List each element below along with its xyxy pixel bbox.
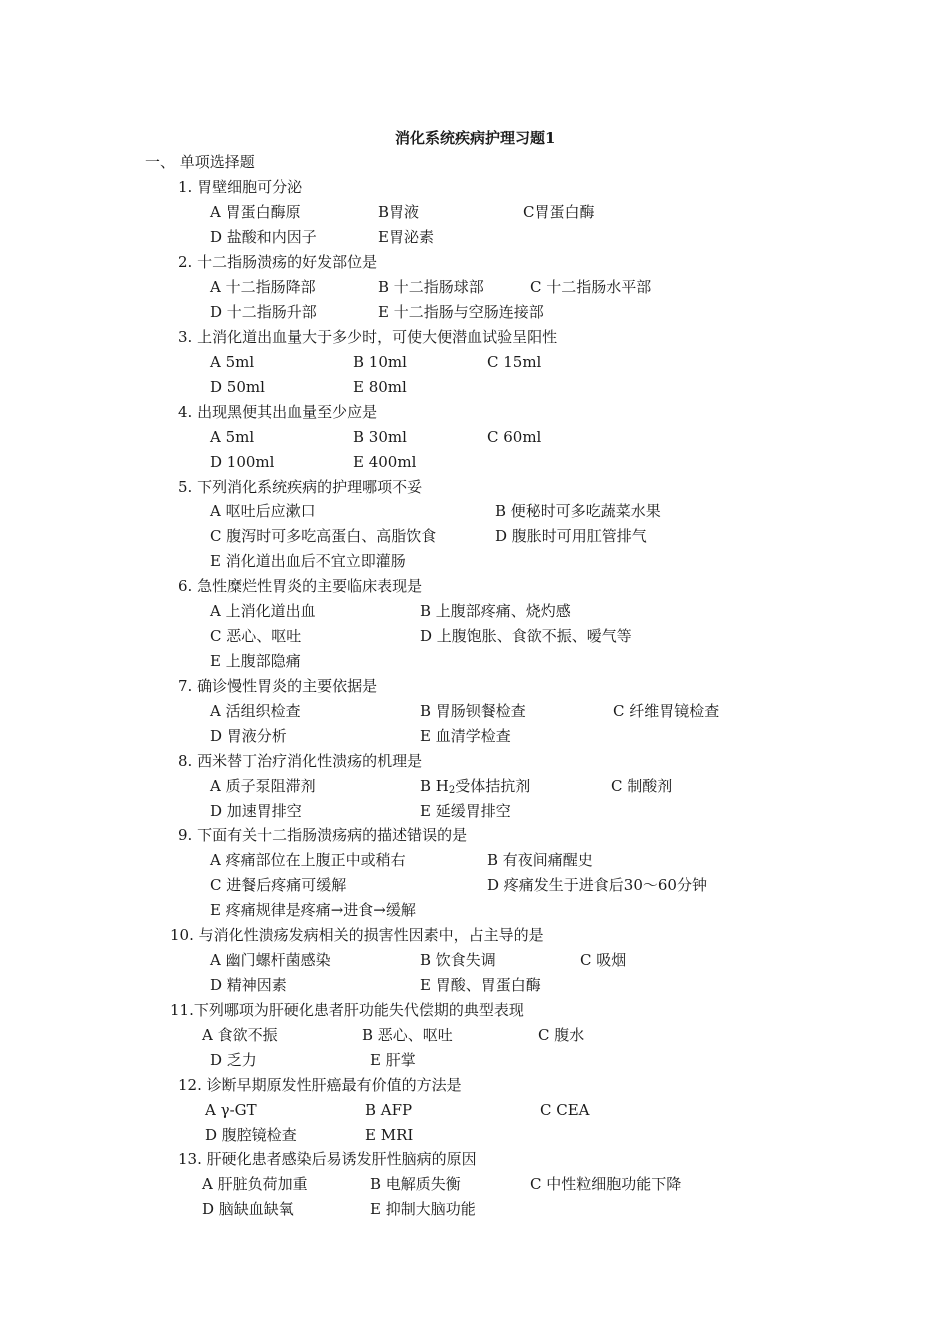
option-a: A 食欲不振 xyxy=(202,1026,278,1044)
option-c: C 制酸剂 xyxy=(611,777,673,795)
option-a: A 幽门螺杆菌感染 xyxy=(210,951,331,969)
option-c: C胃蛋白酶 xyxy=(523,203,595,221)
option-b: B 上腹部疼痛、烧灼感 xyxy=(420,602,571,620)
option-c: C 吸烟 xyxy=(580,951,627,969)
option-a: A 活组织检查 xyxy=(210,702,301,720)
option-c: C 恶心、呕吐 xyxy=(210,627,302,645)
option-e: E 肝掌 xyxy=(370,1051,416,1069)
option-b: B 十二指肠球部 xyxy=(378,278,484,296)
option-c: C CEA xyxy=(540,1101,590,1119)
question-stem: 12. 诊断早期原发性肝癌最有价值的方法是 xyxy=(178,1076,462,1094)
option-d: D 精神因素 xyxy=(210,976,287,994)
question-stem: 1. 胃壁细胞可分泌 xyxy=(178,178,303,196)
option-d: D 加速胃排空 xyxy=(210,802,302,820)
option-e: E 延缓胃排空 xyxy=(420,802,511,820)
option-d: D 腹腔镜检查 xyxy=(205,1126,297,1144)
question-stem: 7. 确诊慢性胃炎的主要依据是 xyxy=(178,677,378,695)
question-stem: 5. 下列消化系统疾病的护理哪项不妥 xyxy=(178,478,423,496)
option-e: E 疼痛规律是疼痛→进食→缓解 xyxy=(210,901,416,919)
option-e: E 血清学检查 xyxy=(420,727,511,745)
option-d: D 十二指肠升部 xyxy=(210,303,317,321)
page-title: 消化系统疾病护理习题1 xyxy=(395,129,556,147)
option-c: C 60ml xyxy=(487,428,542,446)
option-d: D 胃液分析 xyxy=(210,727,287,745)
option-a: A 疼痛部位在上腹正中或稍右 xyxy=(210,851,406,869)
option-b-prefix: B H xyxy=(420,777,449,795)
subscript: 2 xyxy=(448,785,456,796)
option-a: A 上消化道出血 xyxy=(210,602,316,620)
option-e: E 80ml xyxy=(353,378,407,396)
option-d: D 乏力 xyxy=(210,1051,257,1069)
question-stem: 2. 十二指肠溃疡的好发部位是 xyxy=(178,253,378,271)
option-d: D 上腹饱胀、食欲不振、嗳气等 xyxy=(420,627,632,645)
option-c: C 腹水 xyxy=(538,1026,585,1044)
option-d: D 疼痛发生于进食后30～60分钟 xyxy=(487,876,707,894)
option-e: E MRI xyxy=(365,1126,414,1144)
option-a: A 5ml xyxy=(210,353,255,371)
question-stem: 10. 与消化性溃疡发病相关的损害性因素中，占主导的是 xyxy=(170,926,544,944)
option-a: A 胃蛋白酶原 xyxy=(210,203,301,221)
option-a: A 5ml xyxy=(210,428,255,446)
option-e: E胃泌素 xyxy=(378,228,434,246)
option-e: E 十二指肠与空肠连接部 xyxy=(378,303,544,321)
question-stem: 3. 上消化道出血量大于多少时，可使大便潜血试验呈阳性 xyxy=(178,328,558,346)
question-stem: 8. 西米替丁治疗消化性溃疡的机理是 xyxy=(178,752,423,770)
option-b: B 电解质失衡 xyxy=(370,1175,461,1193)
option-c: C 十二指肠水平部 xyxy=(530,278,652,296)
option-e: E 400ml xyxy=(353,453,417,471)
question-stem: 13. 肝硬化患者感染后易诱发肝性脑病的原因 xyxy=(178,1150,477,1168)
option-c: C 中性粒细胞功能下降 xyxy=(530,1175,682,1193)
option-e: E 抑制大脑功能 xyxy=(370,1200,476,1218)
option-a: A 呕吐后应漱口 xyxy=(210,502,316,520)
option-b: B AFP xyxy=(365,1101,413,1119)
option-b: B胃液 xyxy=(378,203,420,221)
option-c: C 纤维胃镜检查 xyxy=(613,702,720,720)
option-c: C 15ml xyxy=(487,353,542,371)
option-d: D 盐酸和内因子 xyxy=(210,228,317,246)
option-e: E 消化道出血后不宜立即灌肠 xyxy=(210,552,406,570)
option-e: E 胃酸、胃蛋白酶 xyxy=(420,976,541,994)
option-a: A 质子泵阻滞剂 xyxy=(210,777,316,795)
option-e: E 上腹部隐痛 xyxy=(210,652,301,670)
option-b: B 30ml xyxy=(353,428,407,446)
option-c: C 进餐后疼痛可缓解 xyxy=(210,876,347,894)
question-stem: 4. 出现黑便其出血量至少应是 xyxy=(178,403,378,421)
option-d: D 腹胀时可用肛管排气 xyxy=(495,527,647,545)
option-a: A γ-GT xyxy=(205,1101,257,1119)
option-b-suffix: 受体拮抗剂 xyxy=(455,777,531,795)
option-b: B 有夜间痛醒史 xyxy=(487,851,593,869)
option-b: B 便秘时可多吃蔬菜水果 xyxy=(495,502,661,520)
option-b xyxy=(420,776,530,801)
option-a: A 十二指肠降部 xyxy=(210,278,316,296)
section-heading: 一、 单项选择题 xyxy=(145,153,255,171)
option-b: B 胃肠钡餐检查 xyxy=(420,702,526,720)
question-stem: 11.下列哪项为肝硬化患者肝功能失代偿期的典型表现 xyxy=(170,1001,524,1019)
option-b: B 恶心、呕吐 xyxy=(362,1026,453,1044)
option-a: A 肝脏负荷加重 xyxy=(202,1175,308,1193)
question-stem: 9. 下面有关十二指肠溃疡病的描述错误的是 xyxy=(178,826,468,844)
option-b: B 10ml xyxy=(353,353,407,371)
option-b: B 饮食失调 xyxy=(420,951,496,969)
question-stem: 6. 急性糜烂性胃炎的主要临床表现是 xyxy=(178,577,423,595)
option-d: D 脑缺血缺氧 xyxy=(202,1200,294,1218)
option-d: D 100ml xyxy=(210,453,275,471)
option-d: D 50ml xyxy=(210,378,265,396)
option-c: C 腹泻时可多吃高蛋白、高脂饮食 xyxy=(210,527,437,545)
